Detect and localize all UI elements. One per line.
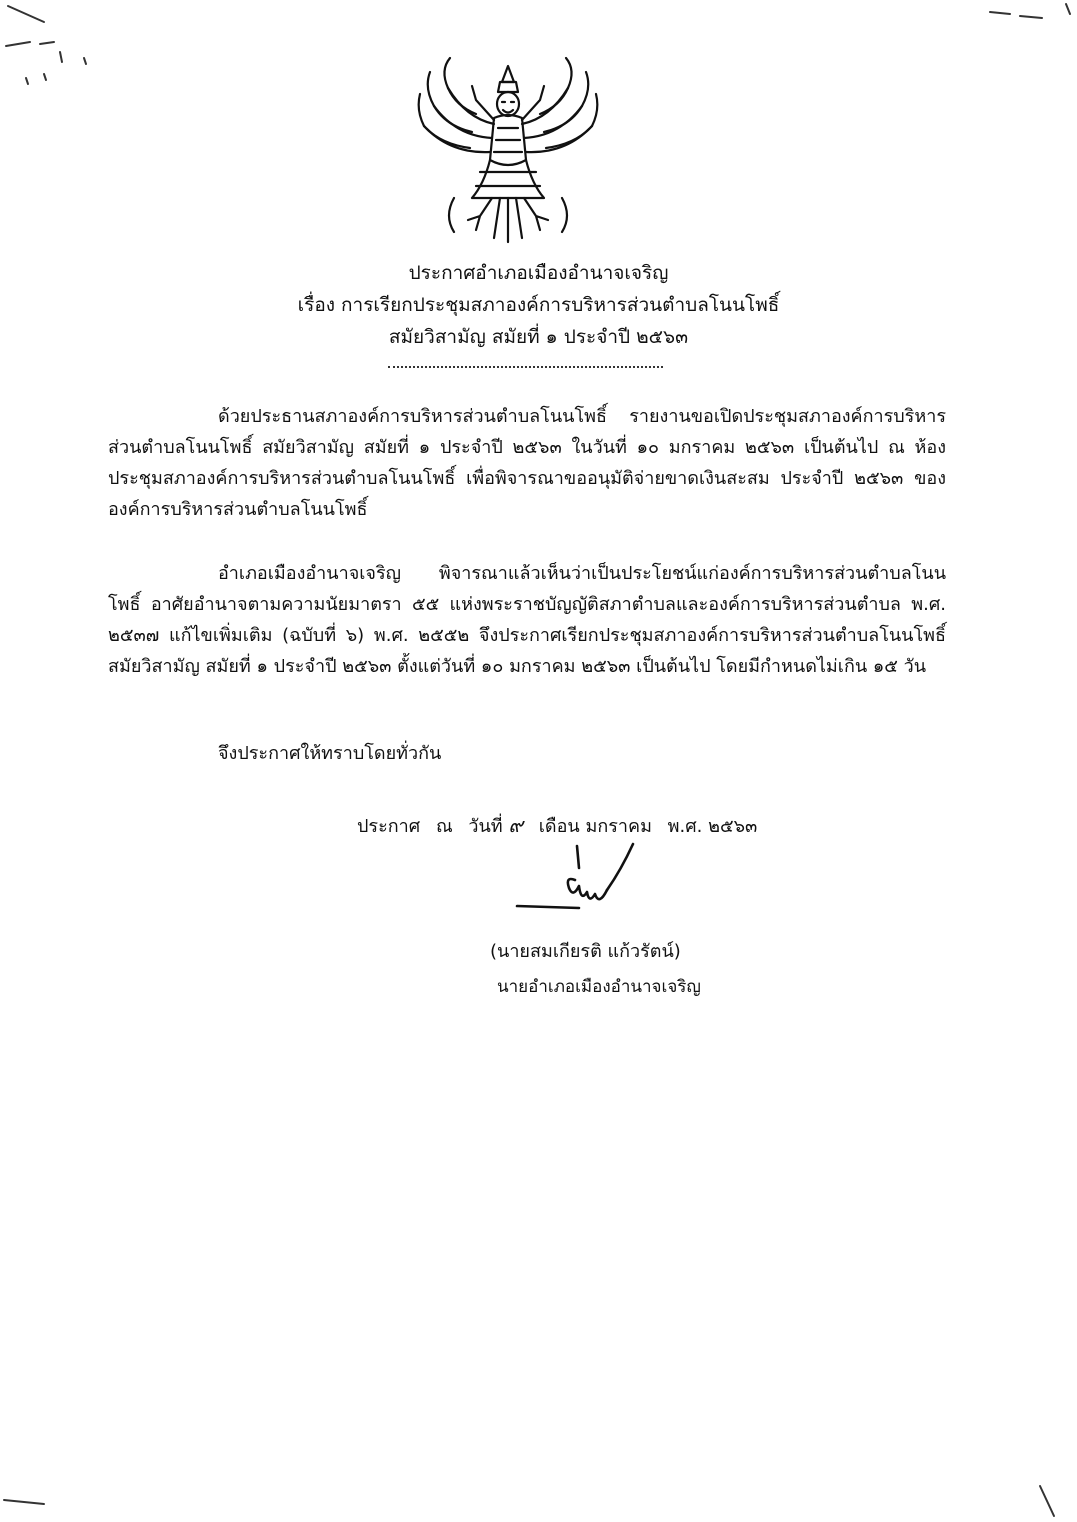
scan-edge-marks-bottom-right	[1030, 1480, 1077, 1522]
closing-statement: จึงประกาศให้ทราบโดยทั่วกัน	[218, 743, 442, 764]
announcement-session: สมัยวิสามัญ สมัยที่ ๑ ประจำปี ๒๕๖๓	[388, 326, 689, 348]
handwritten-signature	[515, 840, 645, 920]
announcement-date	[357, 813, 757, 839]
header-divider	[388, 366, 663, 368]
date-year: ๒๕๖๓	[708, 816, 758, 837]
date-at: ณ	[435, 816, 453, 837]
body-paragraph-1-text: ด้วยประธานสภาองค์การบริหารส่วนตำบลโนนโพธิ์ รายงานขอเปิดประชุมสภาองค์การบริหารส่วนตำบลโนนโพธิ์ สมัยวิสามัญ สมัยที่ ๑ ประจำปี ๒๕๖๓ ในวันที่ ๑๐ มกราคม ๒๕๖๓ เป็นต้นไป ณ ห้องประชุมสภาองค์การบริหารส่วนตำบลโนนโพธิ์ เพื่อพิจารณาขออนุมัติจ่ายขาดเงินสะสม ประจำปี ๒๕๖๓ ขององค์การบริหารส่วนตำบลโนนโพธิ์	[108, 406, 946, 520]
date-day-label: วันที่	[468, 816, 503, 837]
signatory-title: นายอำเภอเมืองอำนาจเจริญ	[497, 977, 701, 997]
scan-edge-marks	[0, 0, 110, 90]
signatory-name: (นายสมเกียรติ แก้วรัตน์)	[490, 941, 681, 962]
date-year-label: พ.ศ.	[667, 816, 703, 837]
body-paragraph-1	[108, 401, 946, 525]
body-paragraph-2	[108, 558, 946, 682]
body-paragraph-2-text: อำเภอเมืองอำนาจเจริญ พิจารณาแล้วเห็นว่าเป็นประโยชน์แก่องค์การบริหารส่วนตำบลโนนโพธิ์ อาศัยอำนาจตามความนัยมาตรา ๕๕ แห่งพระราชบัญญัติสภาตำบลและองค์การบริหารส่วนตำบล พ.ศ. ๒๕๓๗ แก้ไขเพิ่มเติม (ฉบับที่ ๖) พ.ศ. ๒๕๕๒ จึงประกาศเรียกประชุมสภาองค์การบริหารส่วนตำบลโนนโพธิ์ สมัยวิสามัญ สมัยที่ ๑ ประจำปี ๒๕๖๓ ตั้งแต่วันที่ ๑๐ มกราคม ๒๕๖๓ เป็นต้นไป โดยมีกำหนดไม่เกิน ๑๕ วัน	[108, 563, 946, 677]
garuda-emblem-icon	[414, 48, 602, 244]
announcement-title: ประกาศอำเภอเมืองอำนาจเจริญ	[408, 262, 669, 284]
date-month: มกราคม	[585, 816, 652, 837]
date-prefix: ประกาศ	[357, 816, 421, 837]
scan-edge-marks-bottom-left	[0, 1486, 80, 1516]
date-month-label: เดือน	[538, 816, 580, 837]
date-day: ๙	[508, 813, 524, 837]
scan-edge-marks-top-right	[980, 0, 1077, 40]
announcement-subject: เรื่อง การเรียกประชุมสภาองค์การบริหารส่วนตำบลโนนโพธิ์	[297, 294, 780, 316]
